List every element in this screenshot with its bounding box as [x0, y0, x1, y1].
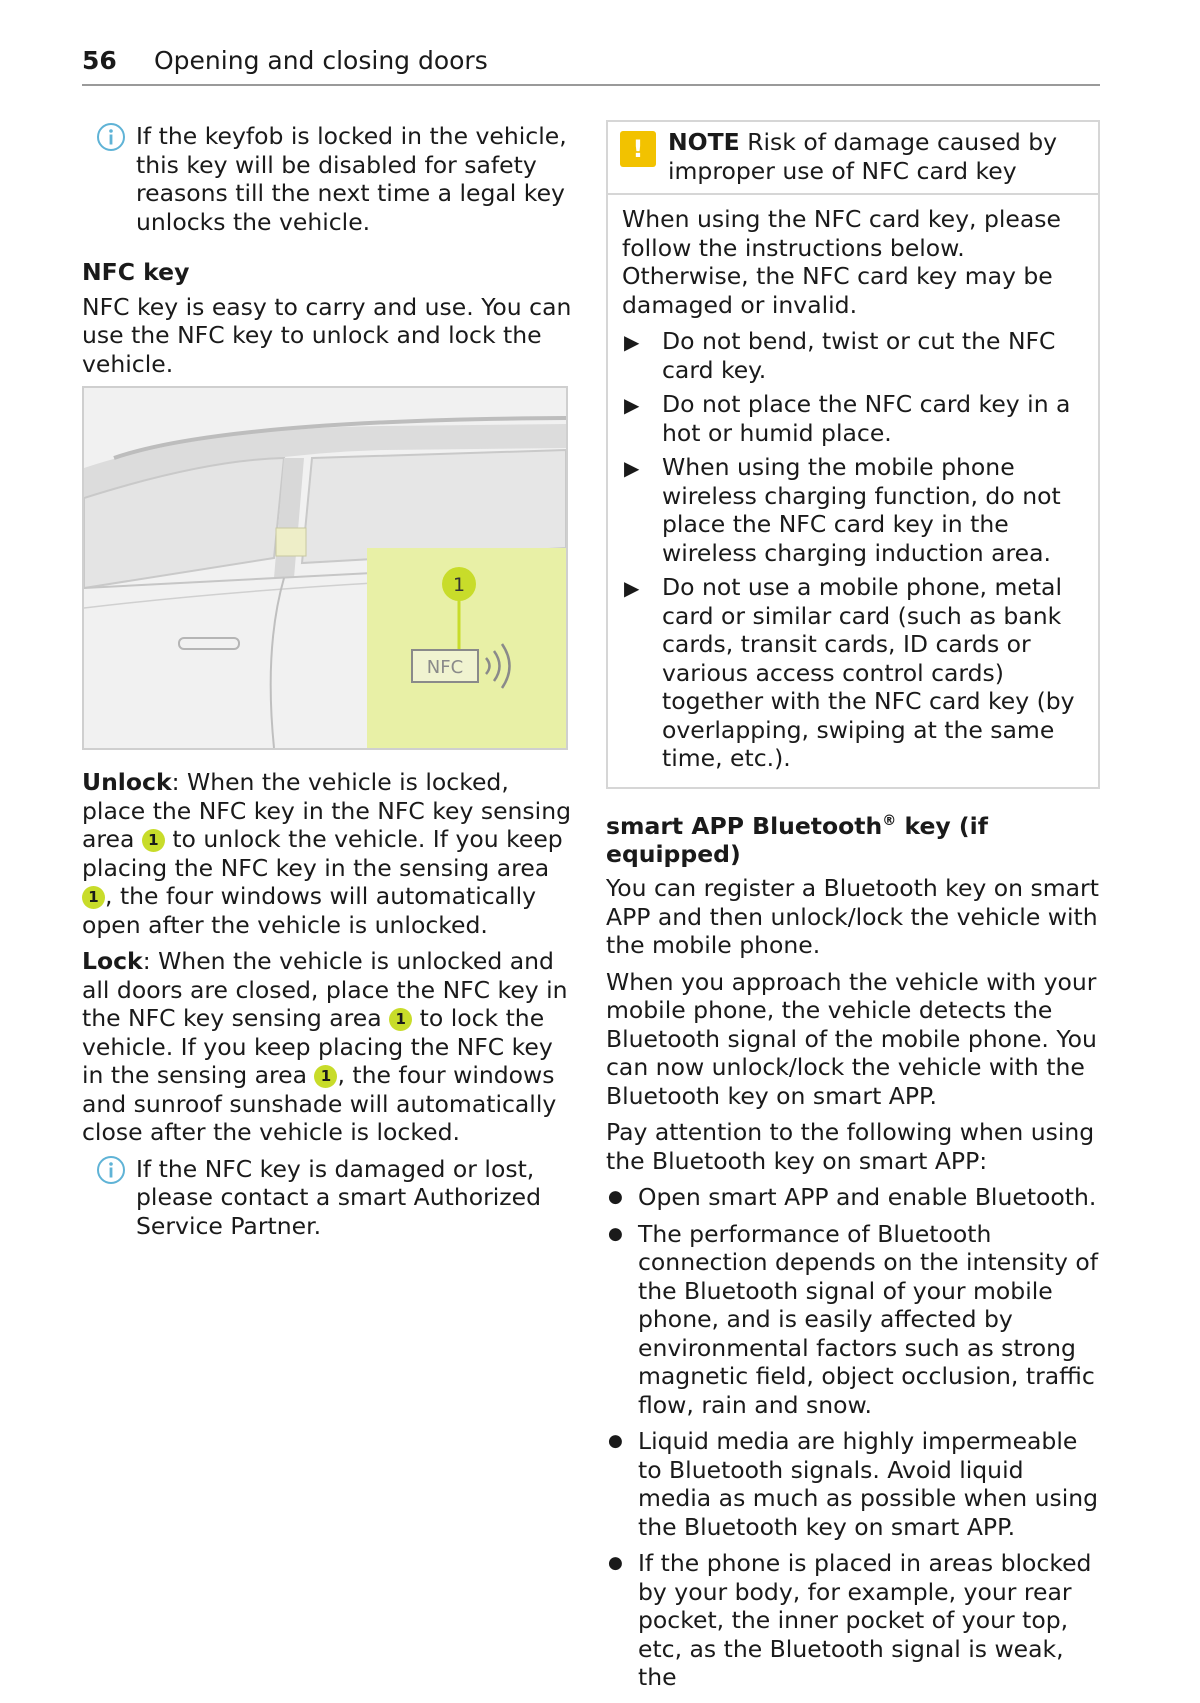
nfc-sensor-illustration — [82, 386, 568, 750]
unlock-paragraph — [82, 768, 572, 939]
info-icon — [96, 1155, 126, 1185]
callout-badge: 1 — [314, 1065, 337, 1088]
note-title-text: Risk of damage caused by improper use of NFC card key — [668, 128, 1058, 185]
lock-text-1: : When the vehicle is unlocked and all doors are closed, place the NFC key in the NFC key sensing area — [82, 947, 568, 1032]
warning-icon: ! — [620, 131, 656, 167]
bt-heading-part-1: smart APP Bluetooth — [606, 811, 883, 840]
registered-mark: ® — [882, 812, 897, 829]
note-title — [668, 128, 1084, 185]
list-item: ▶ Do not use a mobile phone, metal card or similar card (such as bank cards, transit cards, ID cards or various access control cards) together with the NFC card key (by overlapping, swiping at the same time, etc.). — [622, 573, 1084, 773]
list-item: ● Liquid media are highly impermeable to Bluetooth signals. Avoid liquid media as much as possible when using the Bluetooth key on smart APP. — [606, 1427, 1100, 1541]
right-column — [606, 120, 1100, 1700]
nfc-key-heading: NFC key — [82, 258, 190, 286]
car-door-drawing — [84, 388, 566, 748]
callout-badge: 1 — [389, 1008, 412, 1031]
page-number: 56 — [82, 46, 117, 75]
info-icon — [96, 122, 126, 152]
note-header — [608, 122, 1098, 195]
note-body — [608, 195, 1098, 787]
page-header — [82, 44, 1100, 86]
nfc-key-intro: NFC key is easy to carry and use. You can use the NFC key to unlock and lock the vehicle. — [82, 292, 572, 378]
info-text-damaged: If the NFC key is damaged or lost, please contact a smart Authorized Service Partner. — [136, 1154, 541, 1240]
lock-label: Lock — [82, 947, 143, 975]
bluetooth-key-heading — [606, 807, 1100, 869]
info-note-keyfob — [96, 122, 572, 236]
bt-heading-part-2: key (if equipped) — [606, 811, 988, 868]
list-item: ▶ Do not bend, twist or cut the NFC card key. — [622, 327, 1084, 384]
callout-badge: 1 — [82, 886, 105, 909]
lock-text-3: , the four windows and sunroof sunshade will automatically close after the vehicle is locked. — [82, 1061, 557, 1146]
unlock-label: Unlock — [82, 768, 172, 796]
bt-paragraph-1: You can register a Bluetooth key on smart APP and then unlock/lock the vehicle with the mobile phone. — [606, 874, 1099, 960]
info-text-keyfob: If the keyfob is locked in the vehicle, this key will be disabled for safety reasons till the next time a legal key unlocks the vehicle. — [136, 122, 567, 236]
list-item: ● If the phone is placed in areas blocked by your body, for example, your rear pocket, the inner pocket of your top, etc, as the Bluetooth signal is weak, the — [606, 1549, 1100, 1692]
left-column — [82, 122, 572, 1262]
callout-badge: 1 — [142, 829, 165, 852]
unlock-text-1: : When the vehicle is locked, place the NFC key in the NFC key sensing area — [82, 768, 572, 853]
list-item: ▶ When using the mobile phone wireless charging function, do not place the NFC card key in the wireless charging induction area. — [622, 453, 1084, 567]
info-note-damaged — [96, 1155, 572, 1241]
unlock-text-3: , the four windows will automatically open after the vehicle is unlocked. — [82, 882, 537, 939]
lock-paragraph — [82, 947, 572, 1147]
list-item: ▶ Do not place the NFC card key in a hot or humid place. — [622, 390, 1084, 447]
unlock-text-2: to unlock the vehicle. If you keep placing the NFC key in the sensing area — [82, 825, 563, 882]
section-title: Opening and closing doors — [154, 46, 488, 75]
note-label: NOTE — [668, 128, 740, 156]
note-box — [606, 120, 1100, 789]
nfc-label: NFC — [426, 657, 464, 678]
bt-paragraph-2: When you approach the vehicle with your mobile phone, the vehicle detects the Bluetooth signal of the mobile phone. You can now unlock/lock the vehicle with the Bluetooth key on smart APP. — [606, 967, 1097, 1110]
list-item: ● The performance of Bluetooth connection depends on the intensity of the Bluetooth signal of your mobile phone, and is easily affected by environmental factors such as strong magnetic field, object occlusion, traffic flow, rain and snow. — [606, 1220, 1100, 1420]
list-item: ● Open smart APP and enable Bluetooth. — [606, 1183, 1100, 1212]
note-intro: When using the NFC card key, please follow the instructions below. Otherwise, the NFC card key may be damaged or invalid. — [622, 205, 1061, 319]
note-list — [622, 327, 1084, 773]
lock-text-2: to lock the vehicle. If you keep placing the NFC key in the sensing area — [82, 1004, 553, 1089]
bt-paragraph-3: Pay attention to the following when using the Bluetooth key on smart APP: — [606, 1118, 1095, 1175]
callout-number: 1 — [452, 574, 466, 596]
bt-bullet-list — [606, 1183, 1100, 1692]
